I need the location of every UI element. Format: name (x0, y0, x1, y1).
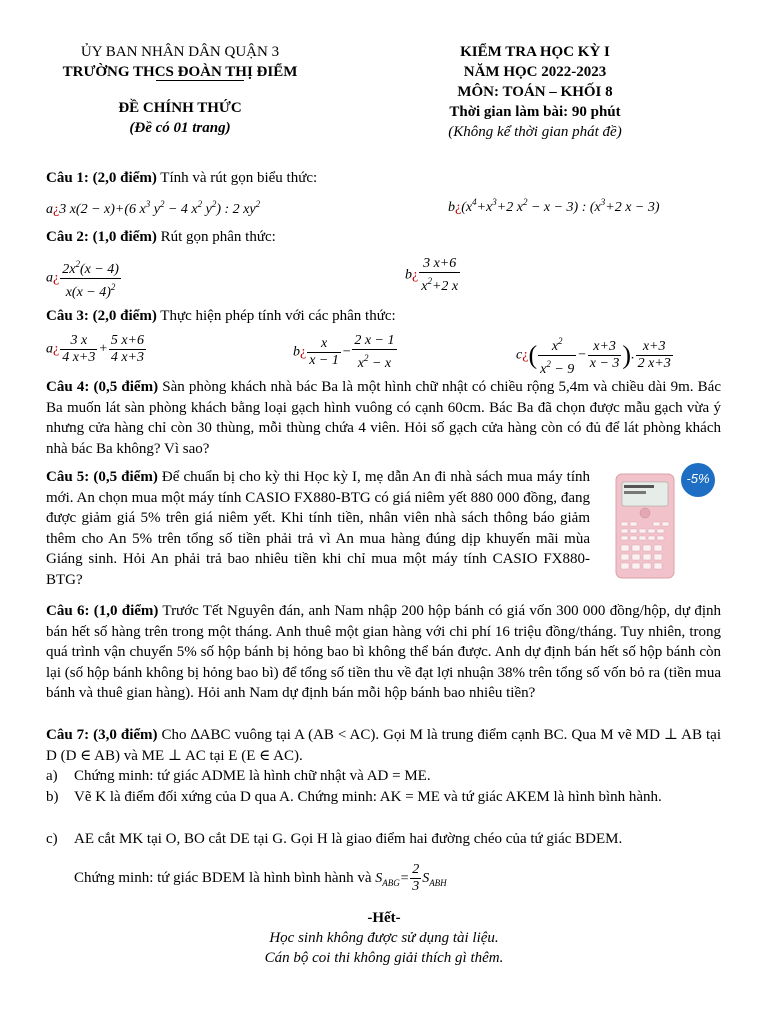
q7-label: Câu 7: (3,0 điểm) (46, 727, 158, 743)
q7c-proof (74, 862, 447, 895)
q7b-text: Vẽ K là điểm đối xứng của D qua A. Chứng minh: AK = ME và tứ giác AKEM là hình bình hành. (74, 789, 662, 805)
footer-note-2: Cán bộ coi thi không giải thích gì thêm. (264, 950, 504, 966)
area-ratio-formula: $S_{ABG}=$ $\frac{2}{3}$ $S_{ABH}$ (375, 862, 447, 894)
q6-text: Trước Tết Nguyên đán, anh Nam nhập 200 hộp bánh có giá vốn 300 000 đồng/hộp, dự định bán hết số hàng trên trong một tháng. Anh thuê một gian hàng với chi phí 16 triệu đồng/tháng. Tuy nhiên, trong quá trình vận chuyển 5% số hộp bánh bị hỏng bao bì không thể bán được. Anh dự định bán hết số hộp bánh còn lại (số hộp bánh không bị hỏng bao bì) để tổng số tiền thu về đạt lợi nhuận 38% trên tổng số vốn bỏ ra (tiền mua bánh và thuê gian hàng). Hỏi anh Nam dự định bán mỗi hộp bánh bao nhiêu tiền? (46, 603, 721, 702)
q3b-expression: b¿ $\frac{x}{x - 1}$ − $\frac{2 x - 1}{x^2 - x}$ (293, 333, 395, 371)
question-5 (46, 467, 590, 591)
q3a-expression: a¿ $\frac{3 x}{4 x+3}$ + $\frac{5 x+6}{4 x+3}$ (46, 333, 145, 365)
q7a-text: Chứng minh: tứ giác ADME là hình chữ nhật và AD = ME. (74, 768, 431, 784)
exam-title: KIỂM TRA HỌC KỲ I (460, 44, 610, 60)
q7b-label: b) (46, 789, 59, 805)
footer-note-1: Học sinh không được sử dụng tài liệu. (269, 930, 499, 946)
end-marker: -Hết- (367, 910, 401, 926)
q6-label: Câu 6: (1,0 điểm) (46, 603, 159, 619)
q2-label: Câu 2: (1,0 điểm) (46, 229, 157, 245)
q7c-proof-text: Chứng minh: tứ giác BDEM là hình bình hành và (74, 870, 372, 886)
official-label: ĐỀ CHÍNH THỨC (118, 100, 242, 116)
discount-badge: -5% (686, 471, 710, 486)
q4-label: Câu 4: (0,5 điểm) (46, 379, 159, 395)
q5-label: Câu 5: (0,5 điểm) (46, 469, 158, 485)
district-name: ỦY BAN NHÂN DÂN QUẬN 3 (80, 44, 280, 60)
footer (0, 908, 768, 968)
q1-text: Tính và rút gọn biểu thức: (156, 170, 318, 186)
q7a-label: a) (46, 768, 58, 784)
question-3 (46, 306, 720, 327)
duration: Thời gian làm bài: 90 phút (449, 104, 621, 120)
q3-label: Câu 3: (2,0 điểm) (46, 308, 157, 324)
header-divider (156, 80, 244, 81)
header-right (410, 42, 660, 142)
q2b-expression: b¿ $\frac{3 x+6}{x^2+2 x}$ (405, 256, 459, 294)
q2-text: Rút gọn phân thức: (156, 229, 276, 245)
question-7 (46, 725, 721, 766)
q3c-expression: c¿( $\frac{x^2}{x^2 - 9}$ − $\frac{x+3}{x - 3}$ ). $\frac{x+3}{2 x+3}$ (516, 333, 674, 378)
q7-text: Cho ∆ABC vuông tại A (AB < AC). Gọi M là trung điểm cạnh BC. Qua M vẽ MD ⊥ AB tại D (D ∈ AB) và ME ⊥ AC tại E (E ∈ AC). (46, 727, 721, 764)
q2a-expression: a¿ $\frac{2x^2(x - 4)}{x(x - 4)^2}$ (46, 256, 122, 301)
question-2 (46, 227, 720, 248)
question-6 (46, 601, 721, 704)
q5-text: Để chuẩn bị cho kỳ thi Học kỳ I, mẹ dẫn An đi nhà sách mua máy tính mới. An chọn mua một máy tính CASIO FX880-BTG có giá niêm yết 880 000 đồng, đang được giảm giá 5% trên giá niêm yết. Khi tính tiền, nhân viên nhà sách thông báo giảm thêm cho An 5% trên tổng số tiền phải trả vì An mua hàng đúng dịp khuyến mãi mùa Giáng sinh. Hỏi An phải trả bao nhiêu tiền khi chỉ mua một máy tính CASIO FX880-BTG? (46, 469, 590, 588)
q3-text: Thực hiện phép tính với các phân thức: (156, 308, 396, 324)
school-year: NĂM HỌC 2022-2023 (463, 64, 607, 80)
school-name: TRƯỜNG THCS ĐOÀN THỊ ĐIỂM (62, 64, 298, 80)
question-4 (46, 377, 721, 459)
header-left (60, 42, 300, 138)
question-1 (46, 168, 720, 189)
time-note: (Không kể thời gian phát đề) (448, 124, 622, 140)
q1b-expression: $b¿(x^4+x^3+2$ $x^2 - x - 3$) : ($x^3+2$ x − 3) (448, 197, 660, 215)
calculator-image (614, 462, 718, 580)
page-count: (Đề có 01 trang) (129, 120, 231, 136)
q7c-text: AE cắt MK tại O, BO cắt DE tại G. Gọi H là giao điểm hai đường chéo của tứ giác BDEM. (74, 831, 623, 847)
q7c-label: c) (46, 831, 58, 847)
q4-text: Sàn phòng khách nhà bác Ba là một hình chữ nhật có chiều rộng 5,4m và chiều dài 9m. Bác Ba muốn lát sàn phòng khách bằng loại gạch hình vuông có cạnh 60cm. Bác Ba đã chọn được mẫu gạch vừa ý nhưng cửa hàng chỉ còn 30 thùng, mỗi thùng chứa 4 viên. Hỏi số gạch cửa hàng còn có đủ để lát phòng khách nhà bác Ba không? Vì sao? (46, 379, 722, 457)
q1a-expression: a¿3 x(2 − x)+(6 $x^3$ $y^2 - 4$ $x^2$ $y^2$) : 2 $xy^2$ (46, 199, 261, 217)
subject: MÔN: TOÁN – KHỐI 8 (457, 84, 613, 100)
q1-label: Câu 1: (2,0 điểm) (46, 170, 157, 186)
